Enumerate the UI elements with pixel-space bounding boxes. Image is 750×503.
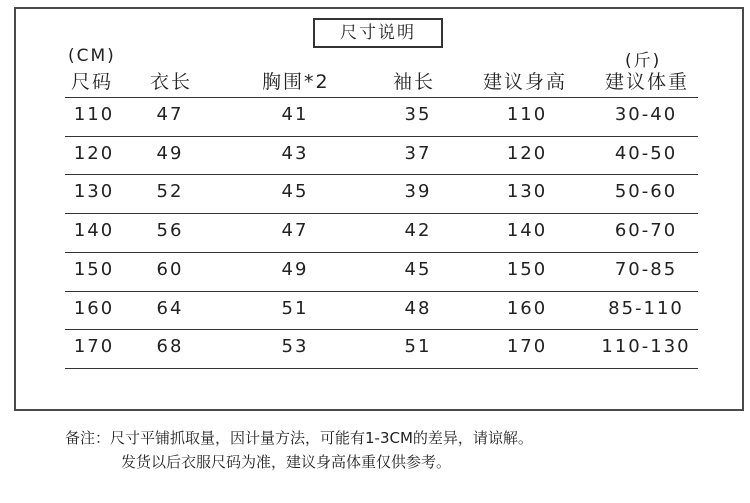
table-cell: 110-130 (601, 336, 691, 358)
header-chest: 胸围*2 (262, 71, 330, 93)
table-cell: 40-50 (614, 142, 678, 164)
table-cell: 51 (404, 336, 432, 358)
note-line-2: 发货以后衣服尺码为准，建议身高体重仅供参考。 (121, 453, 452, 471)
table-cell: 47 (156, 104, 184, 125)
table-cell: 53 (281, 336, 309, 358)
table-cell: 130 (73, 181, 115, 203)
table-cell: 43 (281, 142, 309, 164)
table-cell: 120 (73, 142, 115, 164)
table-row-divider (65, 213, 698, 214)
table-cell: 39 (404, 181, 432, 203)
table-cell: 85-110 (608, 297, 684, 319)
table-cell: 49 (281, 258, 309, 280)
table-cell: 110 (506, 104, 548, 125)
table-cell: 60-70 (614, 220, 678, 242)
table-rule (65, 97, 698, 98)
table-cell: 35 (404, 104, 432, 125)
unit-jin-label: (斤) (625, 51, 662, 71)
table-cell: 50-60 (614, 181, 678, 203)
table-cell: 48 (404, 297, 432, 319)
table-row-divider (65, 174, 698, 175)
header-height: 建议身高 (483, 71, 568, 93)
table-cell: 56 (156, 220, 184, 242)
header-length: 衣长 (150, 71, 193, 93)
page-title: 尺寸说明 (313, 18, 443, 48)
table-cell: 140 (73, 220, 115, 242)
table-cell: 170 (506, 336, 548, 358)
table-cell: 170 (73, 336, 115, 358)
table-cell: 45 (404, 258, 432, 280)
table-row-divider (65, 136, 698, 137)
table-cell: 51 (281, 297, 309, 319)
header-size: 尺码 (71, 71, 114, 93)
table-cell: 130 (506, 181, 548, 203)
note-line-1: 备注：尺寸平铺抓取量，因计量方法，可能有1-3CM的差异，请谅解。 (65, 429, 533, 447)
table-cell: 64 (156, 297, 184, 319)
table-cell: 47 (281, 220, 309, 242)
table-cell: 41 (281, 104, 309, 125)
table-cell: 49 (156, 142, 184, 164)
unit-cm-label: (CM) (68, 46, 116, 66)
table-cell: 150 (73, 258, 115, 280)
table-cell: 45 (281, 181, 309, 203)
header-sleeve: 袖长 (393, 71, 436, 93)
table-cell: 68 (156, 336, 184, 358)
table-cell: 120 (506, 142, 548, 164)
table-cell: 140 (506, 220, 548, 242)
table-row-divider (65, 291, 698, 292)
table-cell: 150 (506, 258, 548, 280)
table-cell: 160 (506, 297, 548, 319)
table-row-divider (65, 329, 698, 330)
table-cell: 70-85 (614, 258, 678, 280)
table-row-divider (65, 252, 698, 253)
table-cell: 37 (404, 142, 432, 164)
table-cell: 52 (156, 181, 184, 203)
table-cell: 42 (404, 220, 432, 242)
table-cell: 160 (73, 297, 115, 319)
table-cell: 30-40 (614, 104, 678, 125)
table-cell: 60 (156, 258, 184, 280)
table-cell: 110 (73, 104, 115, 125)
header-weight: 建议体重 (605, 71, 690, 93)
table-row-divider (65, 368, 698, 369)
